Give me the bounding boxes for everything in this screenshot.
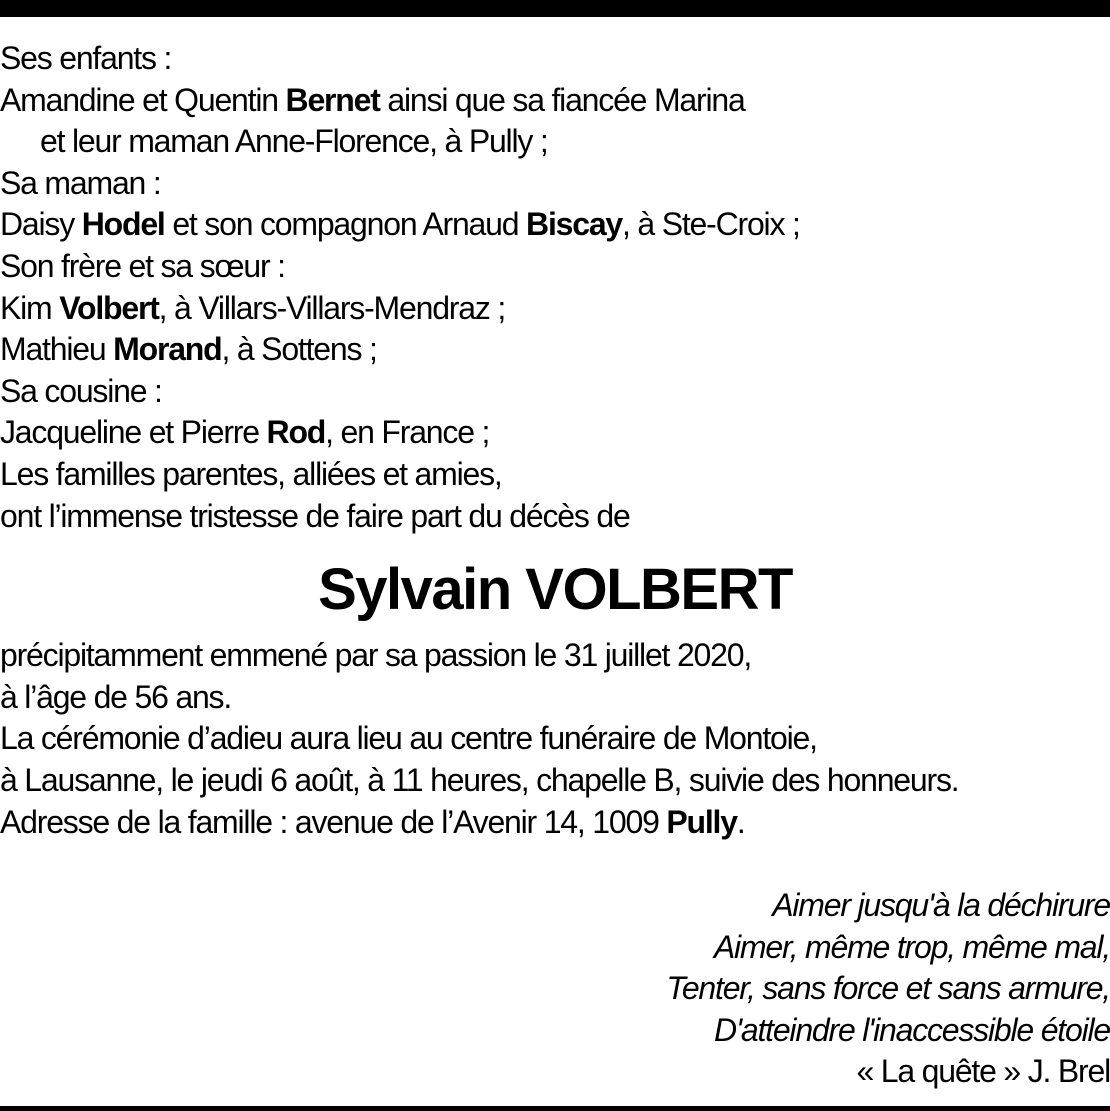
death-notice (0, 38, 1110, 843)
deceased-name: Sylvain VOLBERT (318, 557, 792, 623)
family-surname: Hodel (81, 206, 165, 243)
announcement-line: ont l’immense tristesse de faire part du décès de (0, 497, 630, 534)
detail-line: précipitamment emmené par sa passion le 31 juillet 2020, (0, 637, 752, 674)
family-surname: Biscay (526, 206, 623, 243)
detail-line: à l’âge de 56 ans. (0, 678, 232, 715)
detail-line: à Lausanne, le jeudi 6 août, à 11 heures, chapelle B, suivie des honneurs. (0, 761, 959, 798)
family-line: Jacqueline et Pierre Rod, en France ; (0, 414, 490, 451)
family-line: Mathieu Morand, à Sottens ; (0, 331, 377, 368)
family-heading-cousin: Sa cousine : (0, 372, 162, 409)
poem-line: Aimer, même trop, même mal, (713, 928, 1110, 965)
family-line: Les familles parentes, alliées et amies, (0, 455, 502, 492)
poem-quote (666, 885, 1110, 1093)
family-line: Daisy Hodel et son compagnon Arnaud Biscay, à Ste-Croix ; (0, 206, 800, 243)
family-heading-children: Ses enfants : (0, 40, 172, 76)
poem-citation: « La quête » J. Brel (856, 1053, 1110, 1090)
poem-line: Tenter, sans force et sans armure, (666, 970, 1110, 1007)
top-rule (0, 0, 1110, 17)
family-line: Kim Volbert, à Villars-Villars-Mendraz ; (0, 289, 506, 326)
family-line: Amandine et Quentin Bernet ainsi que sa fiancée Marina (0, 81, 745, 118)
family-address: Adresse de la famille : avenue de l’Avenir 14, 1009 Pully. (0, 803, 745, 840)
family-heading-siblings: Son frère et sa sœur : (0, 247, 285, 284)
poem-line: D'atteindre l'inaccessible étoile (714, 1011, 1110, 1048)
bottom-rule (0, 1106, 1110, 1111)
family-line: et leur maman Anne-Florence, à Pully ; (40, 123, 548, 160)
family-surname: Bernet (285, 81, 380, 118)
poem-line: Aimer jusqu'à la déchirure (772, 887, 1110, 923)
detail-line: La cérémonie d’adieu aura lieu au centre funéraire de Montoie, (0, 720, 817, 757)
family-surname: Rod (266, 414, 326, 451)
family-surname: Volbert (59, 289, 159, 326)
family-heading-mother: Sa maman : (0, 164, 161, 201)
address-city: Pully (666, 803, 737, 840)
family-surname: Morand (113, 331, 222, 368)
